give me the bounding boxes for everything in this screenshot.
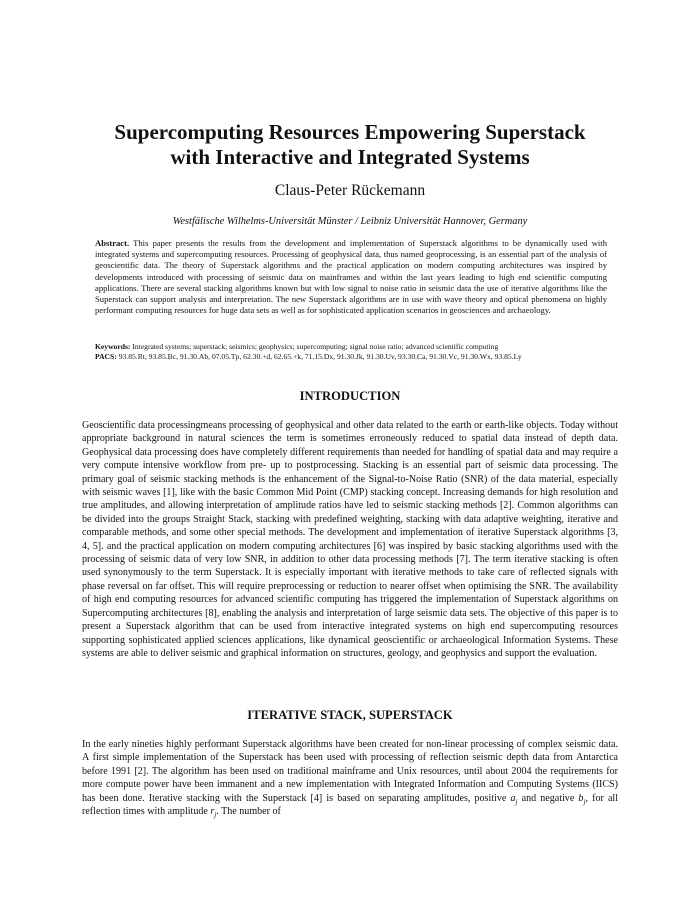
iterative-text-part2: and negative [521, 792, 575, 804]
iterative-stack-heading: ITERATIVE STACK, SUPERSTACK [247, 708, 453, 722]
math-sub-b: j [583, 797, 586, 806]
introduction-heading: INTRODUCTION [299, 389, 401, 403]
iterative-text-part1: In the early nineties highly performant Superstack algorithms have been created for non-linear processing of complex seismic data. A first simple implementation of the Superstack has been used with processing of reflection seismic depth data from Antarctica before 1991 [2]. The algorithm has been used on traditional mainframe and Unix resources, until about 2004 the requirements for more compute power have been immanent and a new implementation with Integrated Information and Computing Systems (IICS) has been done. Iterative stacking with the Superstack [4] is based on separating amplitudes, positive [82, 739, 618, 804]
author-affiliation: Westfälische Wilhelms-Universität Münster / Leibniz Universität Hannover, Germany [172, 216, 528, 227]
iterative-stack-paragraph [82, 738, 618, 818]
paper-title [40, 120, 660, 170]
math-var-a: a [510, 792, 516, 804]
math-a-j [510, 793, 517, 804]
math-var-r: r [210, 806, 215, 818]
pacs-line [95, 352, 625, 362]
keywords-line [95, 342, 625, 352]
keywords-label: Keywords: [95, 342, 131, 351]
abstract-text: This paper presents the results from the development and implementation of Superstack algorithms to be dynamically used with integrated systems and supercomputing resources. Processing of geophysical data, thus named geoprocessing, is an essential part of the analysis of geoscientific data. The theory of Superstack algorithms and the practical application on modern computing architectures was inspired by developments introduced with processing of seismic data on mainframes and within the last years leading to high end scientific computing applications. There are several stacking algorithms known but with low signal to noise ratio in seismic data the use of iterative algorithms like the Superstack can support analysis and interpretation. The new Superstack algorithms are in use with wave theory and optical phenomena on highly performant computing resources for huge data sets as well as for sophisticated application scenarios in geosciences and archaeology. [95, 238, 607, 316]
math-sub-r: j [214, 811, 217, 820]
introduction-body [82, 419, 618, 660]
title-line-2: with Interactive and Integrated Systems [170, 145, 530, 169]
author-name: Claus-Peter Rückemann [274, 182, 426, 199]
math-var-b: b [578, 792, 584, 804]
iterative-text-part4: . The number of [216, 806, 281, 818]
abstract [95, 238, 607, 316]
keywords-text: Integrated systems; superstack; seismics; geophysics; supercomputing; signal noise ratio; advanced scientific computing [132, 342, 499, 351]
title-line-1: Supercomputing Resources Empowering Superstack [114, 120, 586, 144]
pacs-label: PACS: [95, 352, 117, 361]
abstract-label: Abstract. [95, 238, 130, 248]
iterative-stack-body [82, 738, 618, 818]
iterative-text-part3: , for all reflection times with amplitude [82, 792, 618, 818]
math-sub-a: j [515, 797, 518, 806]
pacs-text: 93.85.Rt, 93.85.Bc, 91.30.Ab, 07.05.Tp, 62.30.+d, 62.65.+k, 71.15.Dx, 91.30.Jk, 91.30.Uv, 93.30.Ca, 91.30.Vc, 91.30.Wx, 93.85.Ly [118, 352, 522, 361]
introduction-paragraph: Geoscientific data processingmeans processing of geophysical and other data related to the earth or earth-like objects. Today without appropriate background in natural sciences the term is sometimes erroneously reduced to spatial data instead of depth data. Geophysical data processing does have completely different requirements than needed for handling of spatial data and may require a very compute intensive workflow from pre- up to postprocessing. Stacking is an essential part of seismic data processing. The primary goal of seismic stacking methods is the enhancement of the Signal-to-Noise Ratio (SNR) of the data material, especially with seismic waves [1], like with the basic Common Mid Point (CMP) stacking concept. Increasing demands for high resolution and true amplitudes, and allowing interpretation of amplitude ratios have led to seismic stacking methods [2]. Common algorithms can be divided into the groups Straight Stack, stacking with predefined weighting, stacking with data adaptive weighting, iterative and comparable methods, and some other special methods. The development and implementation of iterative Superstack algorithms [3, 4, 5]. and the practical application on modern computing architectures [6] was inspired by basic stacking algorithms used with the processing of seismic data of very low SNR, in addition to other data processing methods [7]. The term iterative stacking is often used synonymously to the term Superstack. It is especially important with iterative methods to take care of reflected signals with phase reversal on far offset. This will require preprocessing or reduction to nearer offset when optimising the SNR. The availability of high end computing resources for advanced scientific computing has triggered the implementation of Superstack algorithms on Supercomputing architectures [8], enabling the analysis and interpretation of large seismic data sets. The objective of this paper is to present a Superstack algorithm that can be used from interactive integrated systems on high end supercomputing resources supporting sophisticated applied sciences applications, like dynamical geoscientific or archaeological Information Systems. These systems are able to deliver seismic and graphical information on structures, geology, and geophysics and support the evaluation. [82, 420, 618, 659]
keywords-block [95, 342, 625, 362]
